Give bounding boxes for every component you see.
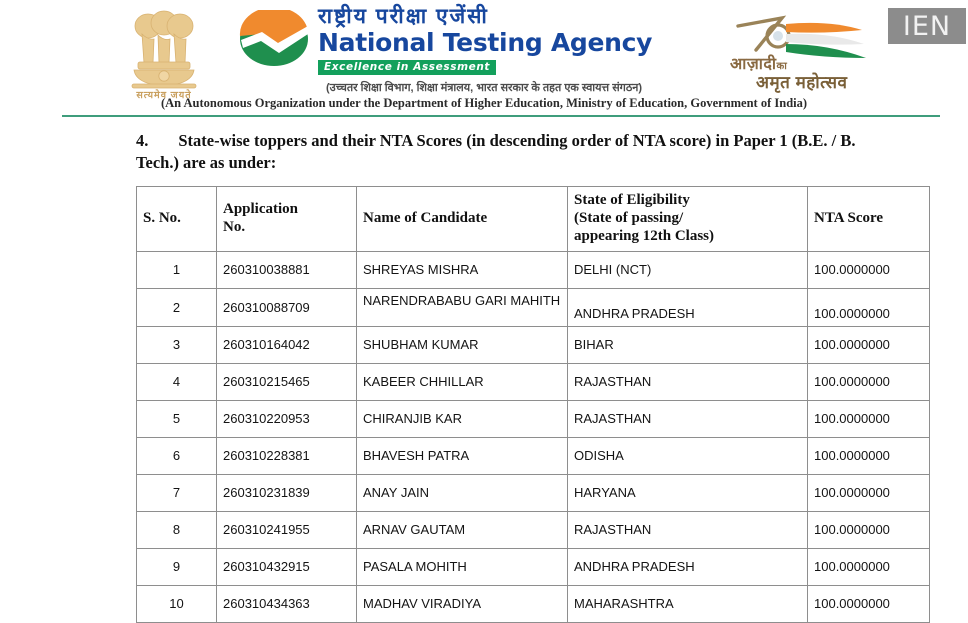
column-header-nta-score: NTA Score (808, 187, 930, 252)
cell-sno: 6 (137, 438, 217, 475)
cell-application-no: 260310038881 (217, 252, 357, 289)
cell-state: RAJASTHAN (568, 401, 808, 438)
table-row (137, 289, 930, 327)
table-row (137, 401, 930, 438)
cell-nta-score: 100.0000000 (808, 549, 930, 586)
cell-state: ODISHA (568, 438, 808, 475)
cell-application-no: 260310241955 (217, 512, 357, 549)
table-row (137, 364, 930, 401)
cell-state: RAJASTHAN (568, 512, 808, 549)
column-header-name: Name of Candidate (357, 187, 568, 252)
azadi-line-2: अमृत महोत्सव (756, 73, 848, 92)
cell-application-no: 260310215465 (217, 364, 357, 401)
cell-application-no: 260310164042 (217, 327, 357, 364)
table-row (137, 327, 930, 364)
cell-candidate-name: BHAVESH PATRA (357, 438, 568, 475)
cell-candidate-name: PASALA MOHITH (357, 549, 568, 586)
cell-sno: 3 (137, 327, 217, 364)
cell-candidate-name: ARNAV GAUTAM (357, 512, 568, 549)
subtitle-english: (An Autonomous Organization under the Department of Higher Education, Ministry of Education, Government of India) (160, 96, 808, 110)
cell-state: ANDHRA PRADESH (568, 289, 808, 327)
cell-nta-score: 100.0000000 (808, 401, 930, 438)
table-row (137, 438, 930, 475)
cell-application-no: 260310228381 (217, 438, 357, 475)
cell-nta-score: 100.0000000 (808, 327, 930, 364)
ien-watermark-text: IEN (902, 10, 952, 42)
cell-nta-score: 100.0000000 (808, 252, 930, 289)
cell-sno: 4 (137, 364, 217, 401)
cell-state: HARYANA (568, 475, 808, 512)
cell-candidate-name: SHUBHAM KUMAR (357, 327, 568, 364)
page-header (0, 0, 968, 112)
azadi-line-1-suffix: का (776, 61, 788, 72)
cell-application-no: 260310231839 (217, 475, 357, 512)
cell-nta-score: 100.0000000 (808, 586, 930, 623)
column-header-state-line3: appearing 12th Class) (574, 227, 715, 244)
table-row (137, 252, 930, 289)
header-divider (62, 115, 940, 117)
cell-sno: 8 (137, 512, 217, 549)
cell-nta-score: 100.0000000 (808, 438, 930, 475)
cell-sno: 10 (137, 586, 217, 623)
subtitle-hindi: (उच्चतर शिक्षा विभाग, शिक्षा मंत्रालय, भारत सरकार के तहत एक स्वायत्त संगठन) (326, 82, 642, 94)
toppers-table-wrapper (136, 186, 890, 623)
column-header-sno: S. No. (137, 187, 217, 252)
table-row (137, 512, 930, 549)
cell-state: ANDHRA PRADESH (568, 549, 808, 586)
nta-checkmark-logo-icon (238, 10, 310, 68)
table-body (137, 252, 930, 623)
cell-candidate-name: MADHAV VIRADIYA (357, 586, 568, 623)
svg-text:सत्यमेव जयते: सत्यमेव जयते (136, 90, 192, 100)
org-tagline: Excellence in Assessment (318, 60, 496, 75)
cell-candidate-name: CHIRANJIB KAR (357, 401, 568, 438)
cell-application-no: 260310432915 (217, 549, 357, 586)
cell-state: DELHI (NCT) (568, 252, 808, 289)
table-row (137, 475, 930, 512)
nta-name-block (318, 6, 718, 75)
cell-application-no: 260310088709 (217, 289, 357, 327)
cell-nta-score: 100.0000000 (808, 364, 930, 401)
section-paragraph (136, 130, 896, 175)
section-text: State-wise toppers and their NTA Scores (in descending order of NTA score) in Paper 1 (B.E. / B. Tech.) are as under: (136, 131, 856, 173)
table-row (137, 586, 930, 623)
table-row (137, 549, 930, 586)
column-header-application-no-line1: Application (223, 201, 299, 218)
org-name-hindi: राष्ट्रीय परीक्षा एजेंसी (318, 5, 489, 28)
table-head (137, 187, 930, 252)
cell-application-no: 260310434363 (217, 586, 357, 623)
column-header-state (568, 187, 808, 252)
column-header-application-no (217, 187, 357, 252)
org-name-english: National Testing Agency (318, 28, 653, 58)
cell-application-no: 260310220953 (217, 401, 357, 438)
cell-candidate-name: KABEER CHHILLAR (357, 364, 568, 401)
cell-candidate-name: SHREYAS MISHRA (357, 252, 568, 289)
cell-sno: 5 (137, 401, 217, 438)
cell-candidate-name: ANAY JAIN (357, 475, 568, 512)
cell-sno: 7 (137, 475, 217, 512)
cell-candidate-name: NARENDRABABU GARI MAHITH (357, 289, 568, 327)
cell-state: RAJASTHAN (568, 364, 808, 401)
toppers-table (136, 186, 930, 623)
cell-sno: 9 (137, 549, 217, 586)
section-number: 4. (136, 131, 149, 150)
cell-nta-score: 100.0000000 (808, 475, 930, 512)
azadi-line-1-main: आज़ादी (730, 56, 777, 73)
ien-watermark-badge (888, 8, 966, 44)
cell-nta-score: 100.0000000 (808, 512, 930, 549)
column-header-application-no-line2: No. (223, 219, 246, 235)
column-header-state-line1: State of Eligibility (574, 192, 690, 209)
cell-state: BIHAR (568, 327, 808, 364)
cell-state: MAHARASHTRA (568, 586, 808, 623)
cell-nta-score: 100.0000000 (808, 289, 930, 327)
column-header-state-line2: (State of passing/ (574, 210, 684, 227)
cell-sno: 2 (137, 289, 217, 327)
cell-sno: 1 (137, 252, 217, 289)
table-header-row (137, 187, 930, 252)
